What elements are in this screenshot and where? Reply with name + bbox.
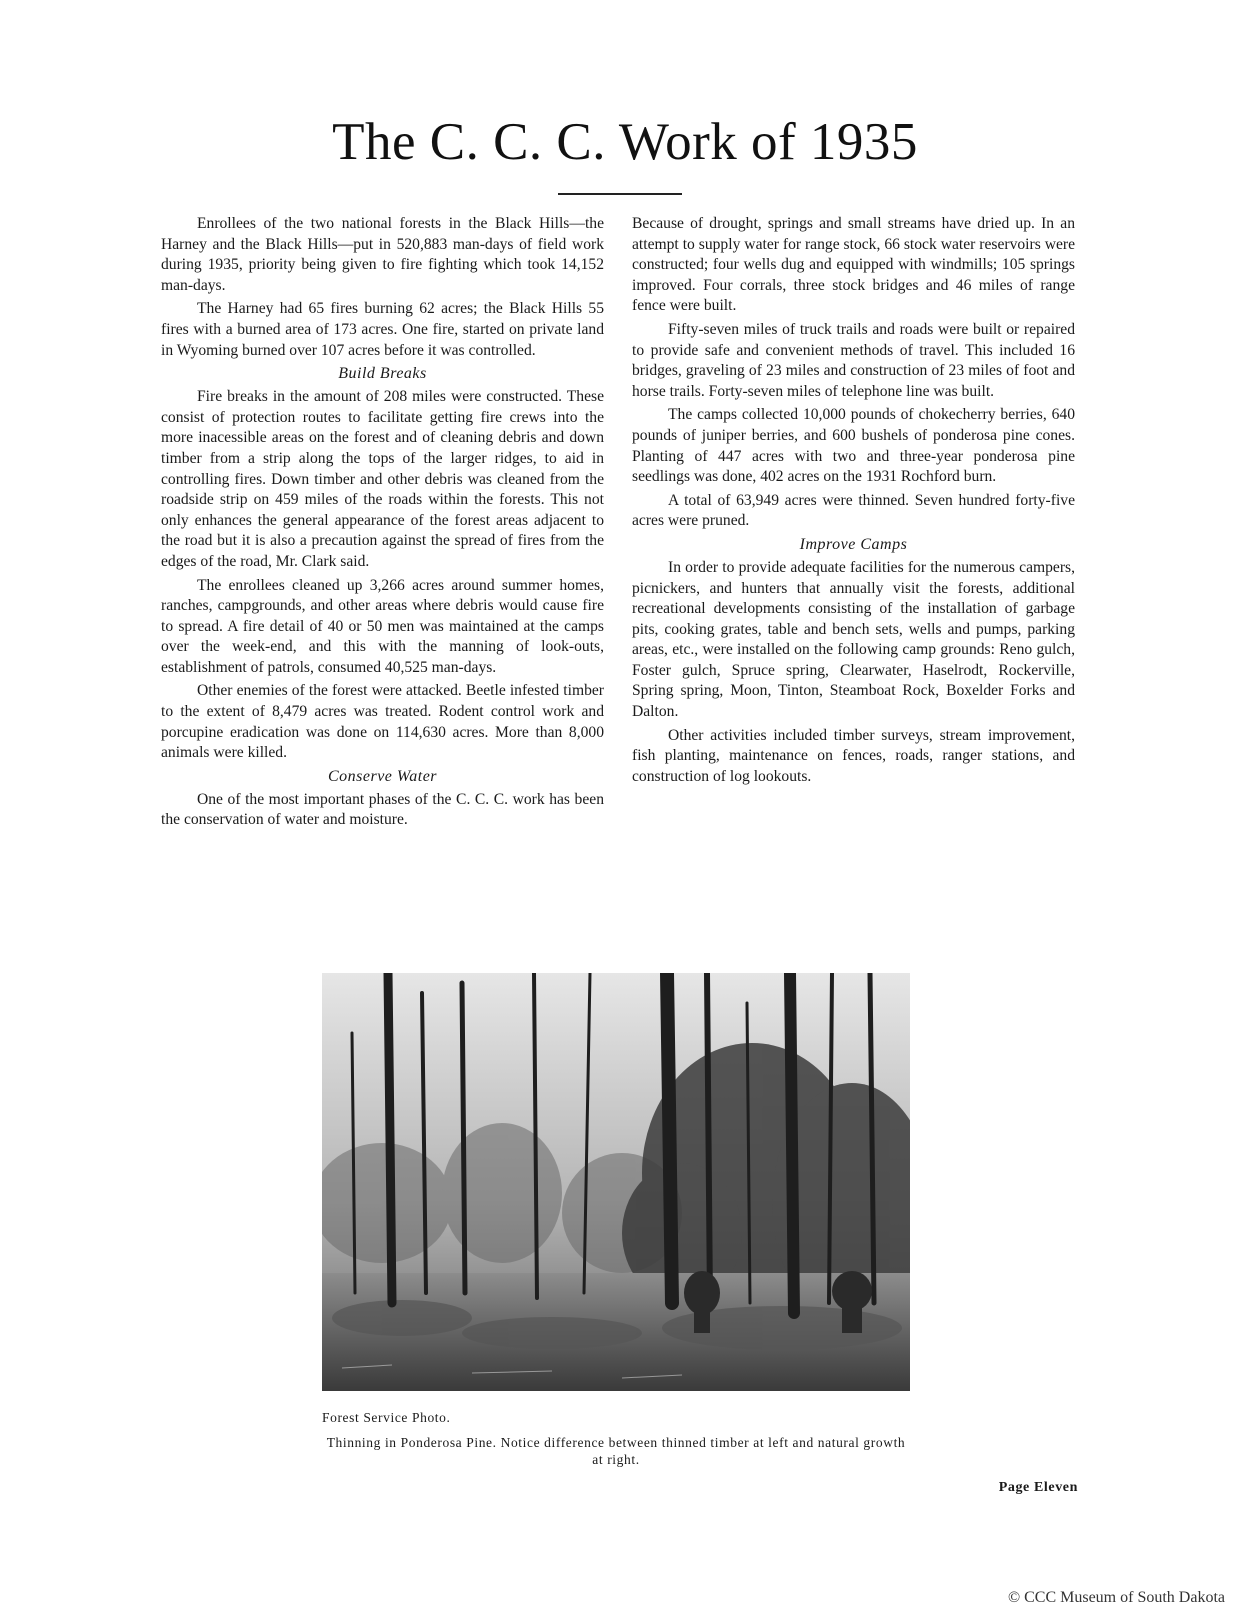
forest-photo-illustration <box>322 973 910 1391</box>
paragraph: A total of 63,949 acres were thinned. Seven hundred forty-five acres were pruned. <box>632 491 1075 530</box>
forest-photo <box>322 973 910 1391</box>
left-column <box>161 214 604 834</box>
article-title: The C. C. C. Work of 1935 <box>332 113 918 171</box>
paragraph: The camps collected 10,000 pounds of chokecherry berries, 640 pounds of juniper berries, and 600 bushels of ponderosa pine cones. Planting of 447 acres with two and three-year ponderosa pine seedlings was done, 402 acres on the 1931 Rochford burn. <box>632 406 1075 486</box>
paragraph: In order to provide adequate facilities for the numerous campers, picnickers, and hunters that annually visit the forests, additional recreational developments consisting of the installation of garbage pits, cooking grates, table and bench sets, wells and pumps, parking areas, etc., were installed on the following camp grounds: Reno gulch, Foster gulch, Spruce spring, Clearwater, Haselrodt, Rockerville, Spring spring, Moon, Tinton, Steamboat Rock, Boxelder Forks and Dalton. <box>632 558 1075 721</box>
paragraph: Other activities included timber surveys, stream improvement, fish planting, maintenance on fences, roads, ranger stations, and construction of log lookouts. <box>632 726 1075 785</box>
section-heading: Conserve Water <box>327 767 438 785</box>
paragraph: The Harney had 65 fires burning 62 acres; the Black Hills 55 fires with a burned area of 173 acres. One fire, started on private land in Wyoming burned over 107 acres before it was controlled. <box>161 300 604 359</box>
paragraph: Fifty-seven miles of truck trails and roads were built or repaired to provide safe and convenient methods of travel. This included 16 bridges, graveling of 23 miles and construction of 23 miles of foot and horse trails. Forty-seven miles of telephone line was built. <box>632 320 1075 400</box>
paragraph: Because of drought, springs and small streams have dried up. In an attempt to supply water for range stock, 66 stock water reservoirs were constructed; four wells dug and equipped with windmills; 105 springs improved. Four corrals, three stock bridges and 46 miles of range fence were built. <box>632 215 1075 315</box>
page-number: Page Eleven <box>998 1480 1078 1495</box>
paragraph: Enrollees of the two national forests in the Black Hills—the Harney and the Black Hills—put in 520,883 man-days of field work during 1935, priority being given to fire fighting which took 14,152 man-days. <box>161 215 604 294</box>
paragraph: Other enemies of the forest were attacked. Beetle infested timber to the extent of 8,479 acres was treated. Rodent control work and porcupine eradication was done on 114,630 acres. More than 8,000 animals were killed. <box>161 682 604 762</box>
right-column <box>632 214 1075 790</box>
paragraph: One of the most important phases of the C. C. C. work has been the conservation of water and moisture. <box>161 790 604 829</box>
photo-caption: Thinning in Ponderosa Pine. Notice difference between thinned timber at left and natural growth at right. <box>326 1435 906 1467</box>
paragraph: Fire breaks in the amount of 208 miles were constructed. These consist of protection routes to facilitate getting fire crews into the more inacessible areas on the forest and of cleaning debris and down timber from a strip along the tops of the larger ridges, to aid in controlling fires. Down timber and other debris was cleaned from the roadside strip on 459 miles of the roads within the forests. This not only enhances the general appearance of the forest areas adjacent to the road but it is also a precaution against the spread of fires from the edges of the road, Mr. Clark said. <box>161 388 604 570</box>
section-heading: Build Breaks <box>338 365 427 383</box>
paragraph: The enrollees cleaned up 3,266 acres around summer homes, ranches, campgrounds, and other areas where debris would cause fire to spread. A fire detail of 40 or 50 men was maintained at the camps over the week-end, and this with the manning of look-outs, establishment of patrols, consumed 40,525 man-days. <box>161 576 604 676</box>
photo-credit: Forest Service Photo. <box>322 1410 451 1425</box>
section-heading: Improve Camps <box>799 535 908 553</box>
title-divider <box>558 193 682 195</box>
copyright-notice: © CCC Museum of South Dakota <box>1007 1589 1225 1606</box>
